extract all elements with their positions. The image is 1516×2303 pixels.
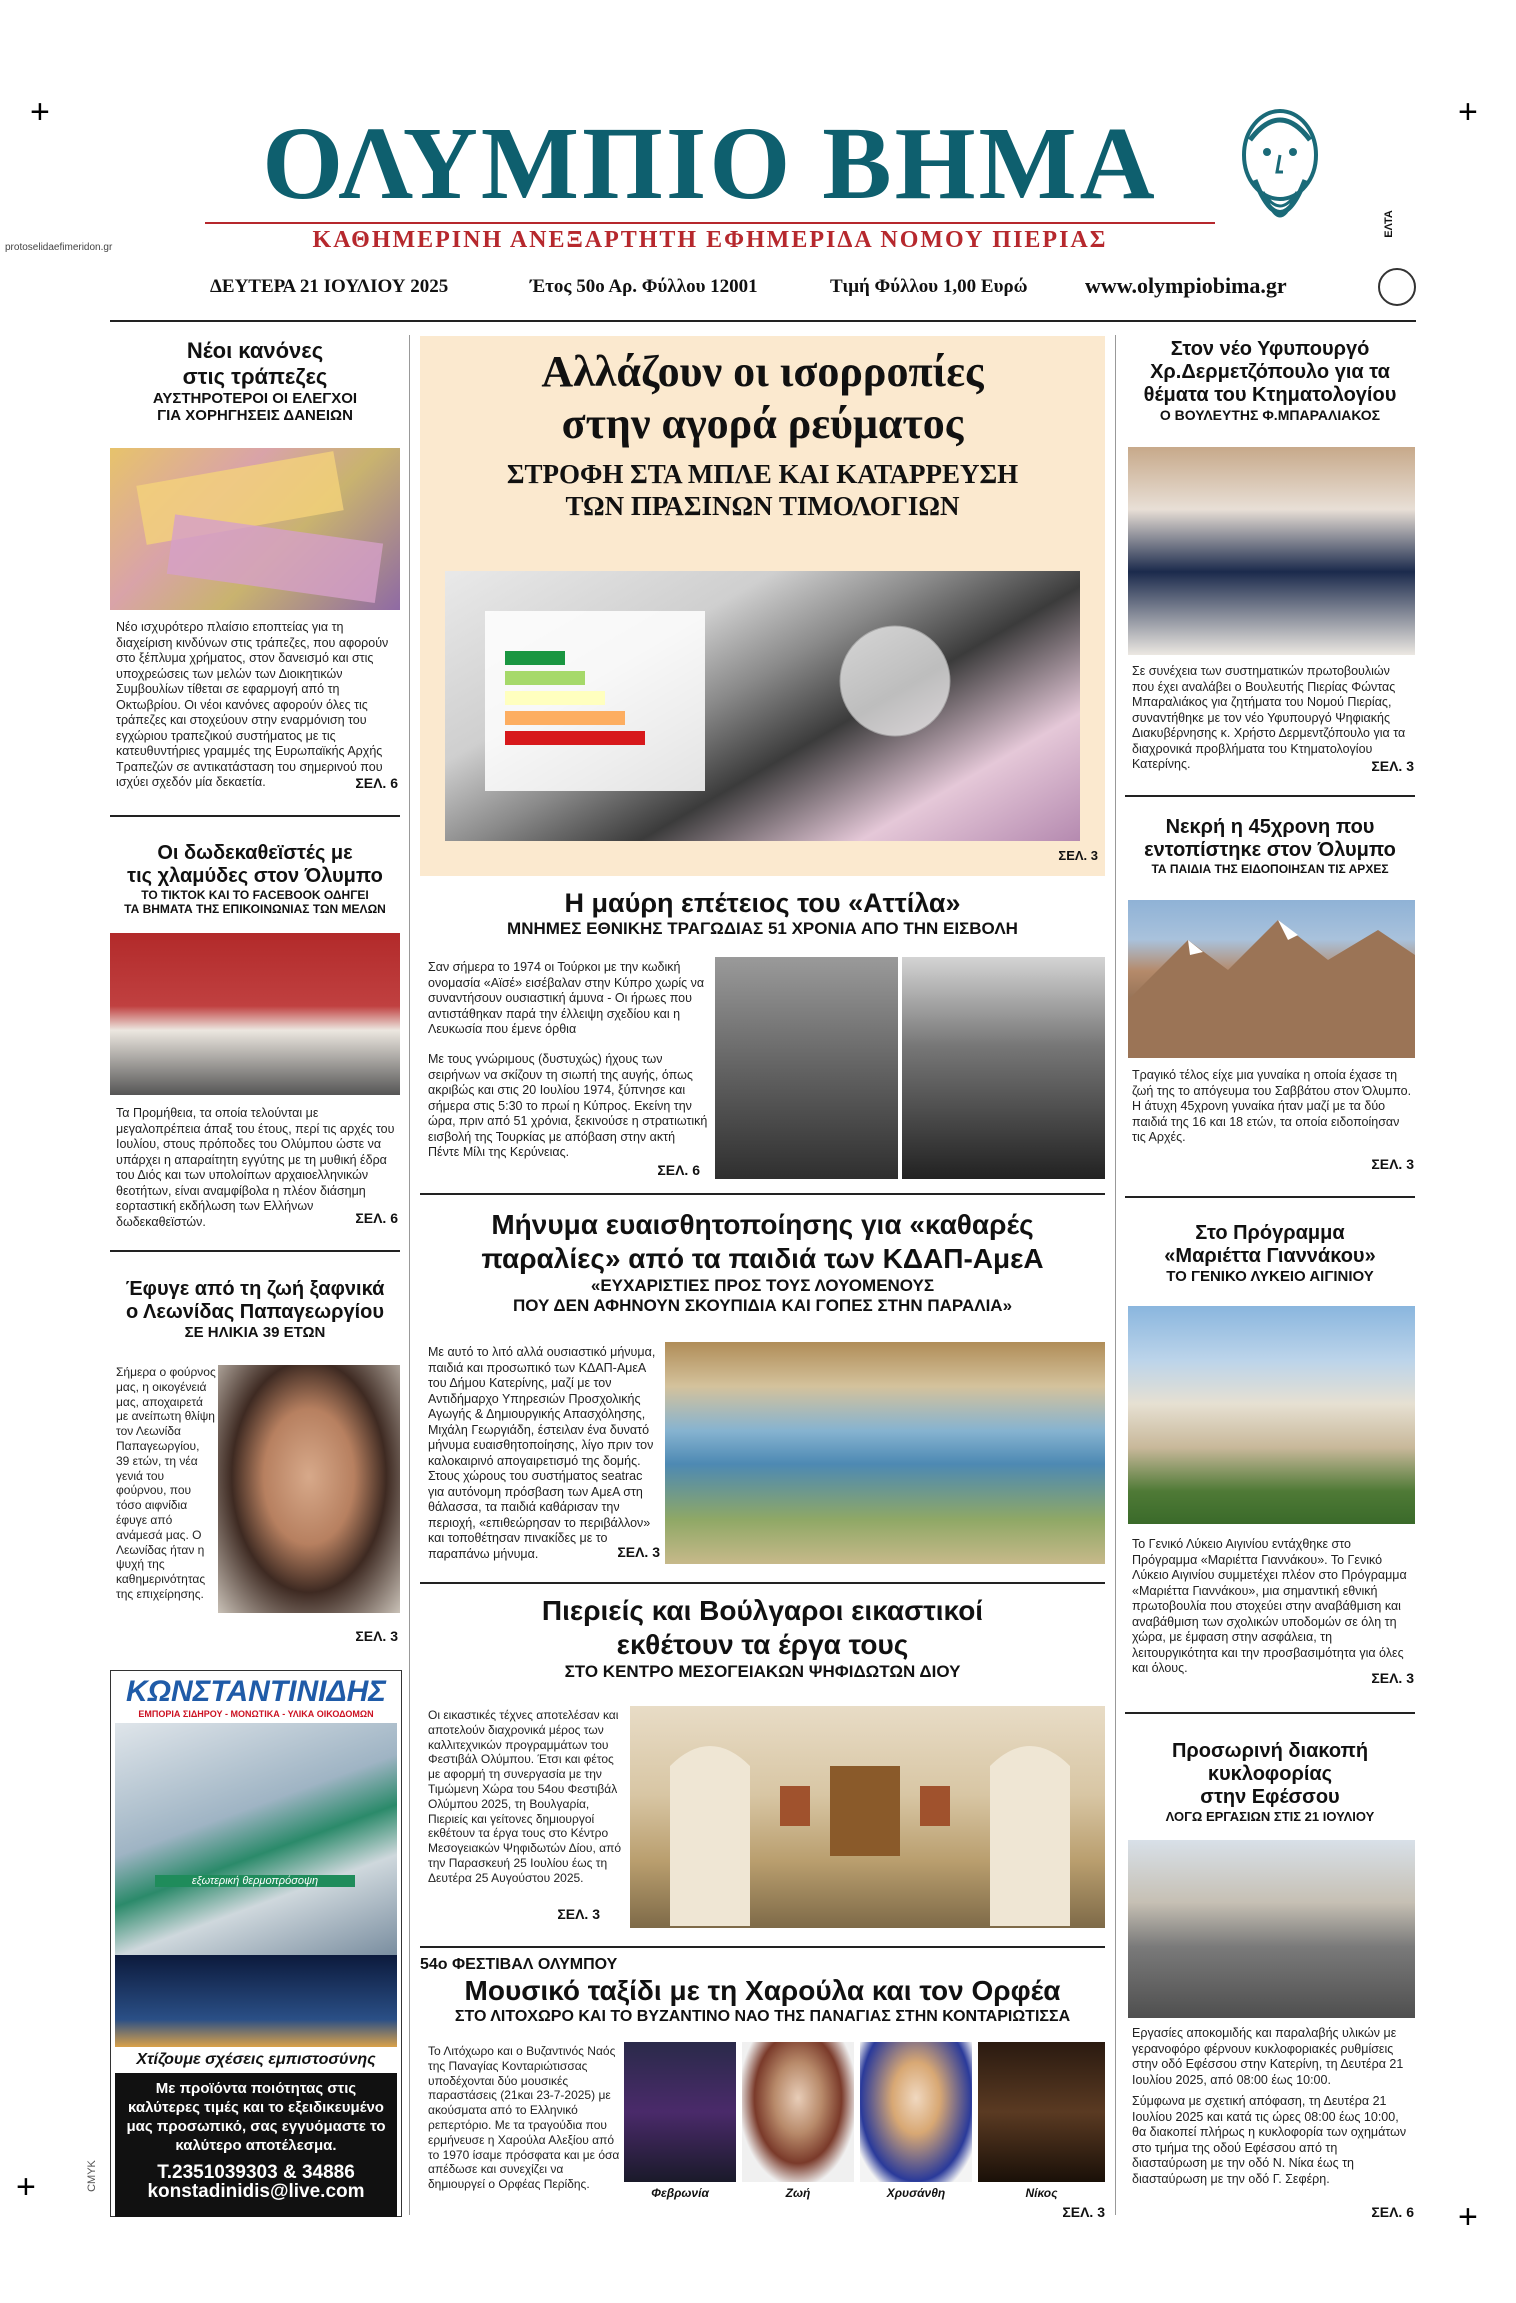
ad-night-photo bbox=[115, 1955, 397, 2047]
story-title: παραλίες» από τα παιδιά των ΚΔΑΠ-ΑμεΑ bbox=[481, 1243, 1044, 1274]
watermark: protoselidaefimeridon.gr bbox=[5, 242, 113, 253]
story-subtitle: ΠΟΥ ΔΕΝ ΑΦΗΝΟΥΝ ΣΚΟΥΠΙΔΙΑ ΚΑΙ ΓΟΠΕΣ ΣΤΗΝ ΠΑΡΑΛΙΑ» bbox=[512, 1296, 1013, 1315]
column-divider bbox=[1115, 335, 1116, 2215]
meeting-photo bbox=[1128, 447, 1415, 655]
story-title: Η μαύρη επέτειος του «Αττίλα» bbox=[564, 888, 961, 918]
banknotes-photo bbox=[110, 448, 400, 610]
story-beaches bbox=[420, 1208, 1105, 1316]
page-ref: ΣΕΛ. 3 bbox=[1371, 1670, 1414, 1686]
issue-number: Έτος 50ο Αρ. Φύλλου 12001 bbox=[530, 276, 758, 297]
page-ref: ΣΕΛ. 6 bbox=[355, 1210, 398, 1226]
story-subtitle: ΣΕ ΗΛΙΚΙΑ 39 ΕΤΩΝ bbox=[184, 1324, 326, 1341]
column-divider bbox=[409, 335, 410, 2215]
main-story bbox=[420, 336, 1105, 876]
story-title: Στον νέο Υφυπουργό bbox=[1170, 338, 1370, 360]
story-kicker: 54ο ΦΕΣΤΙΒΑΛ ΟΛΥΜΠΟΥ bbox=[420, 1956, 618, 1973]
page-ref: ΣΕΛ. 3 bbox=[1062, 2204, 1105, 2220]
ad-phone[interactable]: T.2351039303 & 34886 bbox=[157, 2162, 355, 2183]
photo-caption: Χρυσάνθη bbox=[886, 2186, 946, 2200]
ceremony-photo bbox=[110, 933, 400, 1095]
story-subtitle: «ΕΥΧΑΡΙΣΤΙΕΣ ΠΡΟΣ ΤΟΥΣ ΛΟΥΟΜΕΝΟΥΣ bbox=[590, 1276, 935, 1295]
story-banks bbox=[110, 338, 400, 424]
page-ref: ΣΕΛ. 6 bbox=[1371, 2204, 1414, 2220]
energy-label-photo bbox=[445, 571, 1080, 841]
page-ref: ΣΕΛ. 3 bbox=[355, 1628, 398, 1644]
story-attila bbox=[420, 888, 1105, 939]
crop-mark: + bbox=[1458, 93, 1478, 131]
photo-caption: Ζωή bbox=[785, 2186, 811, 2200]
story-body: Τα Προμήθεια, τα οποία τελούνται με μεγαλοπρέπεια άπαξ του έτους, περί τις αρχές του Ιουλίου, στους πρόποδες του Ολύμπου ώστε να υπάρχει η απαραίτητη εγγύτης με τη μυθική έδρα του Διός και των υπολοίπων αρχαιοελληνικών θεοτήτων, είναι αναμφίβολα η πλέον διάσημη εορταστική εκδήλωση των Ελλήνων δωδεκαθεϊστών. bbox=[116, 1106, 395, 1229]
section-rule bbox=[110, 1250, 400, 1252]
ad-photo-label: εξωτερική θερμοπρόσοψη bbox=[155, 1875, 355, 1887]
story-body: Σαν σήμερα το 1974 οι Τούρκοι με την κωδική ονομασία «Αϊσέ» εισέβαλαν στην Κύπρο χωρίς να συναντήσουν ουσιαστική άμυνα - Οι ήρωες που αντιστάθηκαν παρά την έλλειψη σχεδίου και η Λευκωσία που έμενε όρθια bbox=[428, 960, 705, 1036]
performer-photo bbox=[860, 2042, 972, 2182]
story-body: Με τους γνώριμους (δυστυχώς) ήχους των σειρήνων να σκίζουν τη σιωπή της αυγής, όπως ακριβώς και στις 20 Ιουλίου 1974, ξύπνησε και σήμερα στις 5:30 το πρωί η Κύπρος. Εκείνη την ώρα, πριν από 51 χρόνια, ξεκινούσε η στρατιωτική εισβολή της Τουρκίας με απόβαση στην ακτή Πέντε Μίλι της Κερύνειας. bbox=[428, 1052, 708, 1159]
main-title: στην αγορά ρεύματος bbox=[561, 399, 964, 448]
tanks-photo bbox=[715, 957, 898, 1179]
masthead-title: ΟΛΥΜΠΙΟ ΒΗΜΑ bbox=[262, 106, 1158, 221]
story-subtitle: ΑΥΣΤΗΡΟΤΕΡΟΙ ΟΙ ΕΛΕΓΧΟΙ bbox=[152, 390, 358, 407]
soldiers-photo bbox=[902, 957, 1105, 1179]
story-title: Χρ.Δερμετζόπουλο για τα bbox=[1150, 361, 1390, 383]
page-ref: ΣΕΛ. 3 bbox=[617, 1544, 660, 1560]
story-festival bbox=[420, 1956, 1105, 2026]
story-subtitle: ΛΟΓΩ ΕΡΓΑΣΙΩΝ ΣΤΙΣ 21 ΙΟΥΛΙΟΥ bbox=[1165, 1809, 1375, 1824]
story-subtitle: ΣΤΟ ΛΙΤΟΧΩΡΟ ΚΑΙ ΤΟ ΒΥΖΑΝΤΙΝΟ ΝΑΟ ΤΗΣ ΠΑΝΑΓΙΑΣ ΣΤΗΝ ΚΟΝΤΑΡΙΩΤΙΣΣΑ bbox=[454, 2008, 1071, 2025]
ad-tagline: ΕΜΠΟΡΙΑ ΣΙΔΗΡΟΥ - ΜΟΝΩΤΙΚΑ - ΥΛΙΚΑ ΟΙΚΟΔΟΜΩΝ bbox=[138, 1709, 374, 1719]
story-subtitle: ΤΟ TIKTOK ΚΑΙ ΤΟ FACEBOOK ΟΔΗΓΕΙ bbox=[141, 888, 369, 902]
exhibition-photo bbox=[630, 1706, 1105, 1928]
ad-slogan: Χτίζουμε σχέσεις εμπιστοσύνης bbox=[136, 2051, 376, 2068]
section-rule bbox=[420, 1193, 1105, 1195]
story-body: Το Γενικό Λύκειο Αιγινίου εντάχθηκε στο Πρόγραμμα «Μαριέττα Γιαννάκου». Το Γενικό Λύκειο Αιγινίου συμμετέχει πλέον στο Πρόγραμμα «Μαριέττα Γιαννάκου», μια σημαντική εθνική πρωτοβουλία που στοχεύει στην αναβάθμιση και αναβάθμιση των σχολικών υποδομών σε όλη τη χώρα, με έμφαση στην ασφάλεια, τη λειτουργικότητα και την προσβασιμότητα για όλες και όλους. bbox=[1132, 1537, 1407, 1675]
story-title: Μουσικό ταξίδι με τη Χαρούλα και τον Ορφέα bbox=[464, 1975, 1061, 2006]
story-title: Προσωρινή διακοπή bbox=[1171, 1740, 1369, 1762]
ad-photo bbox=[115, 1723, 397, 1955]
story-title: Νέοι κανόνες bbox=[186, 338, 324, 363]
section-rule bbox=[110, 815, 400, 817]
story-subtitle: ΤΑ ΒΗΜΑΤΑ ΤΗΣ ΕΠΙΚΟΙΝΩΝΙΑΣ ΤΩΝ ΜΕΛΩΝ bbox=[124, 902, 386, 916]
issue-price: Τιμή Φύλλου 1,00 Ευρώ bbox=[830, 276, 1028, 297]
story-title: «Μαριέττα Γιαννάκου» bbox=[1164, 1245, 1376, 1267]
story-title: ο Λεωνίδας Παπαγεωργίου bbox=[125, 1301, 385, 1323]
story-title: Οι δωδεκαθεϊστές με bbox=[157, 842, 353, 864]
crop-mark: + bbox=[16, 2168, 36, 2206]
mountain-photo bbox=[1128, 900, 1415, 1058]
crop-mark: + bbox=[30, 93, 50, 131]
story-traffic bbox=[1125, 1740, 1415, 1824]
cmyk-mark: CMYK bbox=[85, 2160, 98, 2192]
ad-email[interactable]: konstadinidis@live.com bbox=[147, 2181, 365, 2202]
section-rule bbox=[1125, 795, 1415, 797]
story-title: Έφυγε από τη ζωή ξαφνικά bbox=[125, 1278, 385, 1300]
story-title: Μήνυμα ευαισθητοποίησης για «καθαρές bbox=[491, 1209, 1034, 1240]
beach-group-photo bbox=[665, 1342, 1105, 1564]
photo-caption: Νίκος bbox=[1025, 2186, 1058, 2200]
story-body: Τραγικό τέλος είχε μια γυναίκα η οποία έχασε τη ζωή της το απόγευμα του Σαββάτου στον Όλυμπο. Η άτυχη 45χρονη γυναίκα ήταν μαζί με τα δύο παιδιά της 16 και 18 ετών, τα οποία ειδοποίησαν τις Αρχές. bbox=[1132, 1068, 1412, 1144]
zeus-logo-icon bbox=[1225, 100, 1335, 250]
header-rule bbox=[110, 320, 1416, 322]
photo-caption: Φεβρωνία bbox=[651, 2186, 709, 2200]
story-subtitle: ΓΙΑ ΧΟΡΗΓΗΣΕΙΣ ΔΑΝΕΙΩΝ bbox=[157, 407, 353, 424]
section-rule bbox=[420, 1582, 1105, 1584]
story-subtitle: Ο ΒΟΥΛΕΥΤΗΣ Φ.ΜΠΑΡΑΛΙΑΚΟΣ bbox=[1159, 407, 1381, 423]
story-subtitle: ΤΑ ΠΑΙΔΙΑ ΤΗΣ ΕΙΔΟΠΟΙΗΣΑΝ ΤΙΣ ΑΡΧΕΣ bbox=[1151, 862, 1389, 876]
section-rule bbox=[1125, 1196, 1415, 1198]
crop-mark: + bbox=[1458, 2198, 1478, 2236]
page-ref: ΣΕΛ. 3 bbox=[1058, 848, 1098, 863]
story-body: Σύμφωνα με σχετική απόφαση, τη Δευτέρα 21 Ιουλίου 2025 και κατά τις ώρες 08:00 έως 10:00, θα διακοπεί πλήρως η κυκλοφορία των οχημάτων στο τμήμα της οδού Εφέσσου από τη διασταύρωση με την οδό Ν. Νίκα έως τη διασταύρωση με την οδό Γ. Σεφέρη. bbox=[1132, 2094, 1407, 2186]
main-subtitle: ΣΤΡΟΦΗ ΣΤΑ ΜΠΛΕ ΚΑΙ ΚΑΤΑΡΡΕΥΣΗ bbox=[506, 459, 1019, 489]
story-body: Σε συνέχεια των συστηματικών πρωτοβουλιών που έχει αναλάβει ο Βουλευτής Πιερίας Φώντας Μπαραλιάκος για ζητήματα του Νομού Πιερίας, συναντήθηκε με τον νέο Υφυπουργό Ψηφιακής Διακυβέρνησης κ. Χρήστο Δερμεντζόπουλο για τα διαχρονικά προβλήματα του Κτηματολογίου Κατερίνης. bbox=[1132, 664, 1406, 771]
ad-text: Με προϊόντα ποιότητας στις καλύτερες τιμές και το εξειδικευμένο μας προσωπικό, σας εγγυόμαστε το καλύτερο αποτέλεσμα. bbox=[126, 2080, 386, 2154]
story-subtitle: ΤΟ ΓΕΝΙΚΟ ΛΥΚΕΙΟ ΑΙΓΙΝΙΟΥ bbox=[1166, 1268, 1374, 1285]
story-body: Με αυτό το λιτό αλλά ουσιαστικό μήνυμα, παιδιά και προσωπικό των ΚΔΑΠ-ΑμεΑ του Δήμου Κατερίνης, μαζί με τον Αντιδήμαρχο Υπηρεσιών Προσχολικής Αγωγής & Δημιουργικής Απασχόλησης, Μιχάλη Γεωργιάδη, έστειλαν ένα δυνατό μήνυμα ευαισθητοποίησης, λίγο πριν τον καλοκαιρινό απογαιρετισμό της δομής. Στους χώρους του συστήματος seatrac για αυτόνομη πρόσβαση των ΑμεΑ στη θάλασσα, τα παιδιά καθάρισαν την περιοχή, «επιθεώρησαν το περιβάλλον» και τοποθέτησαν πινακίδες με το παραπάνω μήνυμα. bbox=[428, 1345, 656, 1561]
section-rule bbox=[420, 1946, 1105, 1948]
performer-photo bbox=[742, 2042, 854, 2182]
story-title: τις χλαμύδες στον Όλυμπο bbox=[127, 865, 383, 887]
story-body: Οι εικαστικές τέχνες αποτελέσαν και αποτελούν διαχρονικά μέρος των καλλιτεχνικών προγραμμάτων του Φεστιβάλ Ολύμπου. Έτσι και φέτος με αφορμή τη συνεργασία με την Τιμώμενη Χώρα του 54ου Φεστιβάλ Ολύμπου 2025, τη Βουλγαρία, Πιεριείς και γείτονες δημιουργοί εκθέτουν τα έργα τους στο Κέντρο Μεσογειακών Ψηφιδωτών Δίου, από την Παρασκευή 25 Ιουλίου έως τη Δευτέρα 25 Αυγούστου 2025. bbox=[428, 1708, 622, 1885]
page-ref: ΣΕΛ. 3 bbox=[557, 1906, 600, 1922]
main-title: Αλλάζουν οι ισορροπίες bbox=[541, 347, 984, 396]
story-minister bbox=[1125, 338, 1415, 423]
performer-photo bbox=[624, 2042, 736, 2182]
story-title: θέματα του Κτηματολογίου bbox=[1143, 384, 1397, 406]
story-title: Στο Πρόγραμμα bbox=[1195, 1222, 1345, 1244]
story-title: στην Εφέσσου bbox=[1200, 1786, 1340, 1808]
story-body: Εργασίες αποκομιδής και παραλαβής υλικών με γερανοφόρο φέρνουν κυκλοφοριακές ρυθμίσεις στην οδό Εφέσσου στην Κατερίνη, τη Δευτέρα 21 Ιουλίου 2025, από 08:00 έως 10:00. bbox=[1132, 2026, 1404, 2087]
story-title: στις τράπεζες bbox=[182, 364, 328, 389]
story-subtitle: ΜΝΗΜΕΣ ΕΘΝΙΚΗΣ ΤΡΑΓΩΔΙΑΣ 51 ΧΡΟΝΙΑ ΑΠΟ ΤΗΝ ΕΙΣΒΟΛΗ bbox=[507, 919, 1018, 938]
school-photo bbox=[1128, 1306, 1415, 1524]
story-body: Σήμερα ο φούρνος μας, η οικογένειά μας, αποχαιρετά με ανείπωτη θλίψη τον Λεωνίδα Παπαγεωργίου, 39 ετών, τη νέα γενιά του φούρνου, που τόσο αιφνίδια έφυγε από ανάμεσά μας. Ο Λεωνίδας ήταν η ψυχή της καθημερινότητας της επιχείρησης. bbox=[116, 1365, 216, 1601]
issue-date: ΔΕΥΤΕΡΑ 21 ΙΟΥΛΙΟΥ 2025 bbox=[210, 276, 449, 297]
page-ref: ΣΕΛ. 3 bbox=[1371, 1156, 1414, 1172]
performer-photo bbox=[978, 2042, 1105, 2182]
story-title: Πιεριείς και Βούλγαροι εικαστικοί bbox=[541, 1595, 984, 1626]
main-subtitle: ΤΩΝ ΠΡΑΣΙΝΩΝ ΤΙΜΟΛΟΓΙΩΝ bbox=[565, 491, 960, 521]
story-title: εντοπίστηκε στον Όλυμπο bbox=[1144, 839, 1396, 861]
story-obituary bbox=[110, 1278, 400, 1341]
elta-label: ΕΛΤΑ bbox=[1382, 210, 1395, 238]
page-ref: ΣΕΛ. 6 bbox=[657, 1162, 700, 1178]
section-rule bbox=[1125, 1712, 1415, 1714]
ad-brand: ΚΩΝΣΤΑΝΤΙΝΙΔΗΣ bbox=[125, 1675, 387, 1708]
portrait-photo bbox=[218, 1365, 400, 1613]
masthead-tagline: ΚΑΘΗΜΕΡΙΝΗ ΑΝΕΞΑΡΤΗΤΗ ΕΦΗΜΕΡΙΔΑ ΝΟΜΟΥ ΠΙΕΡΙΑΣ bbox=[205, 222, 1215, 254]
website: www.olympiobima.gr bbox=[1085, 273, 1287, 298]
story-olympus bbox=[110, 842, 400, 916]
seal-icon bbox=[1378, 268, 1416, 306]
story-dead bbox=[1125, 816, 1415, 876]
story-body: Νέο ισχυρότερο πλαίσιο εποπτείας για τη διαχείριση κινδύνων στις τράπεζες, που αφορούν στο ξέπλυμα χρήματος, στον δανεισμό και στις υποχρεώσεις των μελών των Διοικητικών Συμβουλίων τίθεται σε εφαρμογή από τη Οκτωβρίου. Οι νέοι κανόνες αφορούν όλες τις τράπεζες και στοχεύουν στην εναρμόνιση του εγχώριου τραπεζικού συστήματος με τις κατευθυντήριες γραμμές της Ευρωπαϊκής Αρχής Τραπεζών σε αντικατάσταση του σημερινού που ισχύει σχεδόν μία δεκαετία. bbox=[116, 620, 389, 789]
page-ref: ΣΕΛ. 6 bbox=[355, 775, 398, 791]
street-photo bbox=[1128, 1840, 1415, 2018]
story-body: Το Λιτόχωρο και ο Βυζαντινός Ναός της Παναγίας Κονταριώτισσας υποδέχονται δύο μουσικές παραστάσεις (21και 23-7-2025) με ακούσματα από το Ελληνικό ρεπερτόριο. Με τα τραγούδια που ερμήνευσε η Χαρούλα Αλεξίου από το 1970 ίσαμε πρόσφατα και με όσα απέδωσε και συνεχίζει να δημιουργεί ο Ορφέας Περίδης. bbox=[428, 2044, 620, 2192]
advertisement[interactable] bbox=[110, 1670, 402, 2217]
story-title: Νεκρή η 45χρονη που bbox=[1165, 816, 1375, 838]
story-school bbox=[1125, 1222, 1415, 1285]
story-title: κυκλοφορίας bbox=[1207, 1763, 1333, 1785]
page-ref: ΣΕΛ. 3 bbox=[1371, 758, 1414, 774]
story-subtitle: ΣΤΟ ΚΕΝΤΡΟ ΜΕΣΟΓΕΙΑΚΩΝ ΨΗΦΙΔΩΤΩΝ ΔΙΟΥ bbox=[564, 1662, 961, 1681]
story-title: εκθέτουν τα έργα τους bbox=[616, 1629, 909, 1660]
story-artists bbox=[420, 1594, 1105, 1682]
